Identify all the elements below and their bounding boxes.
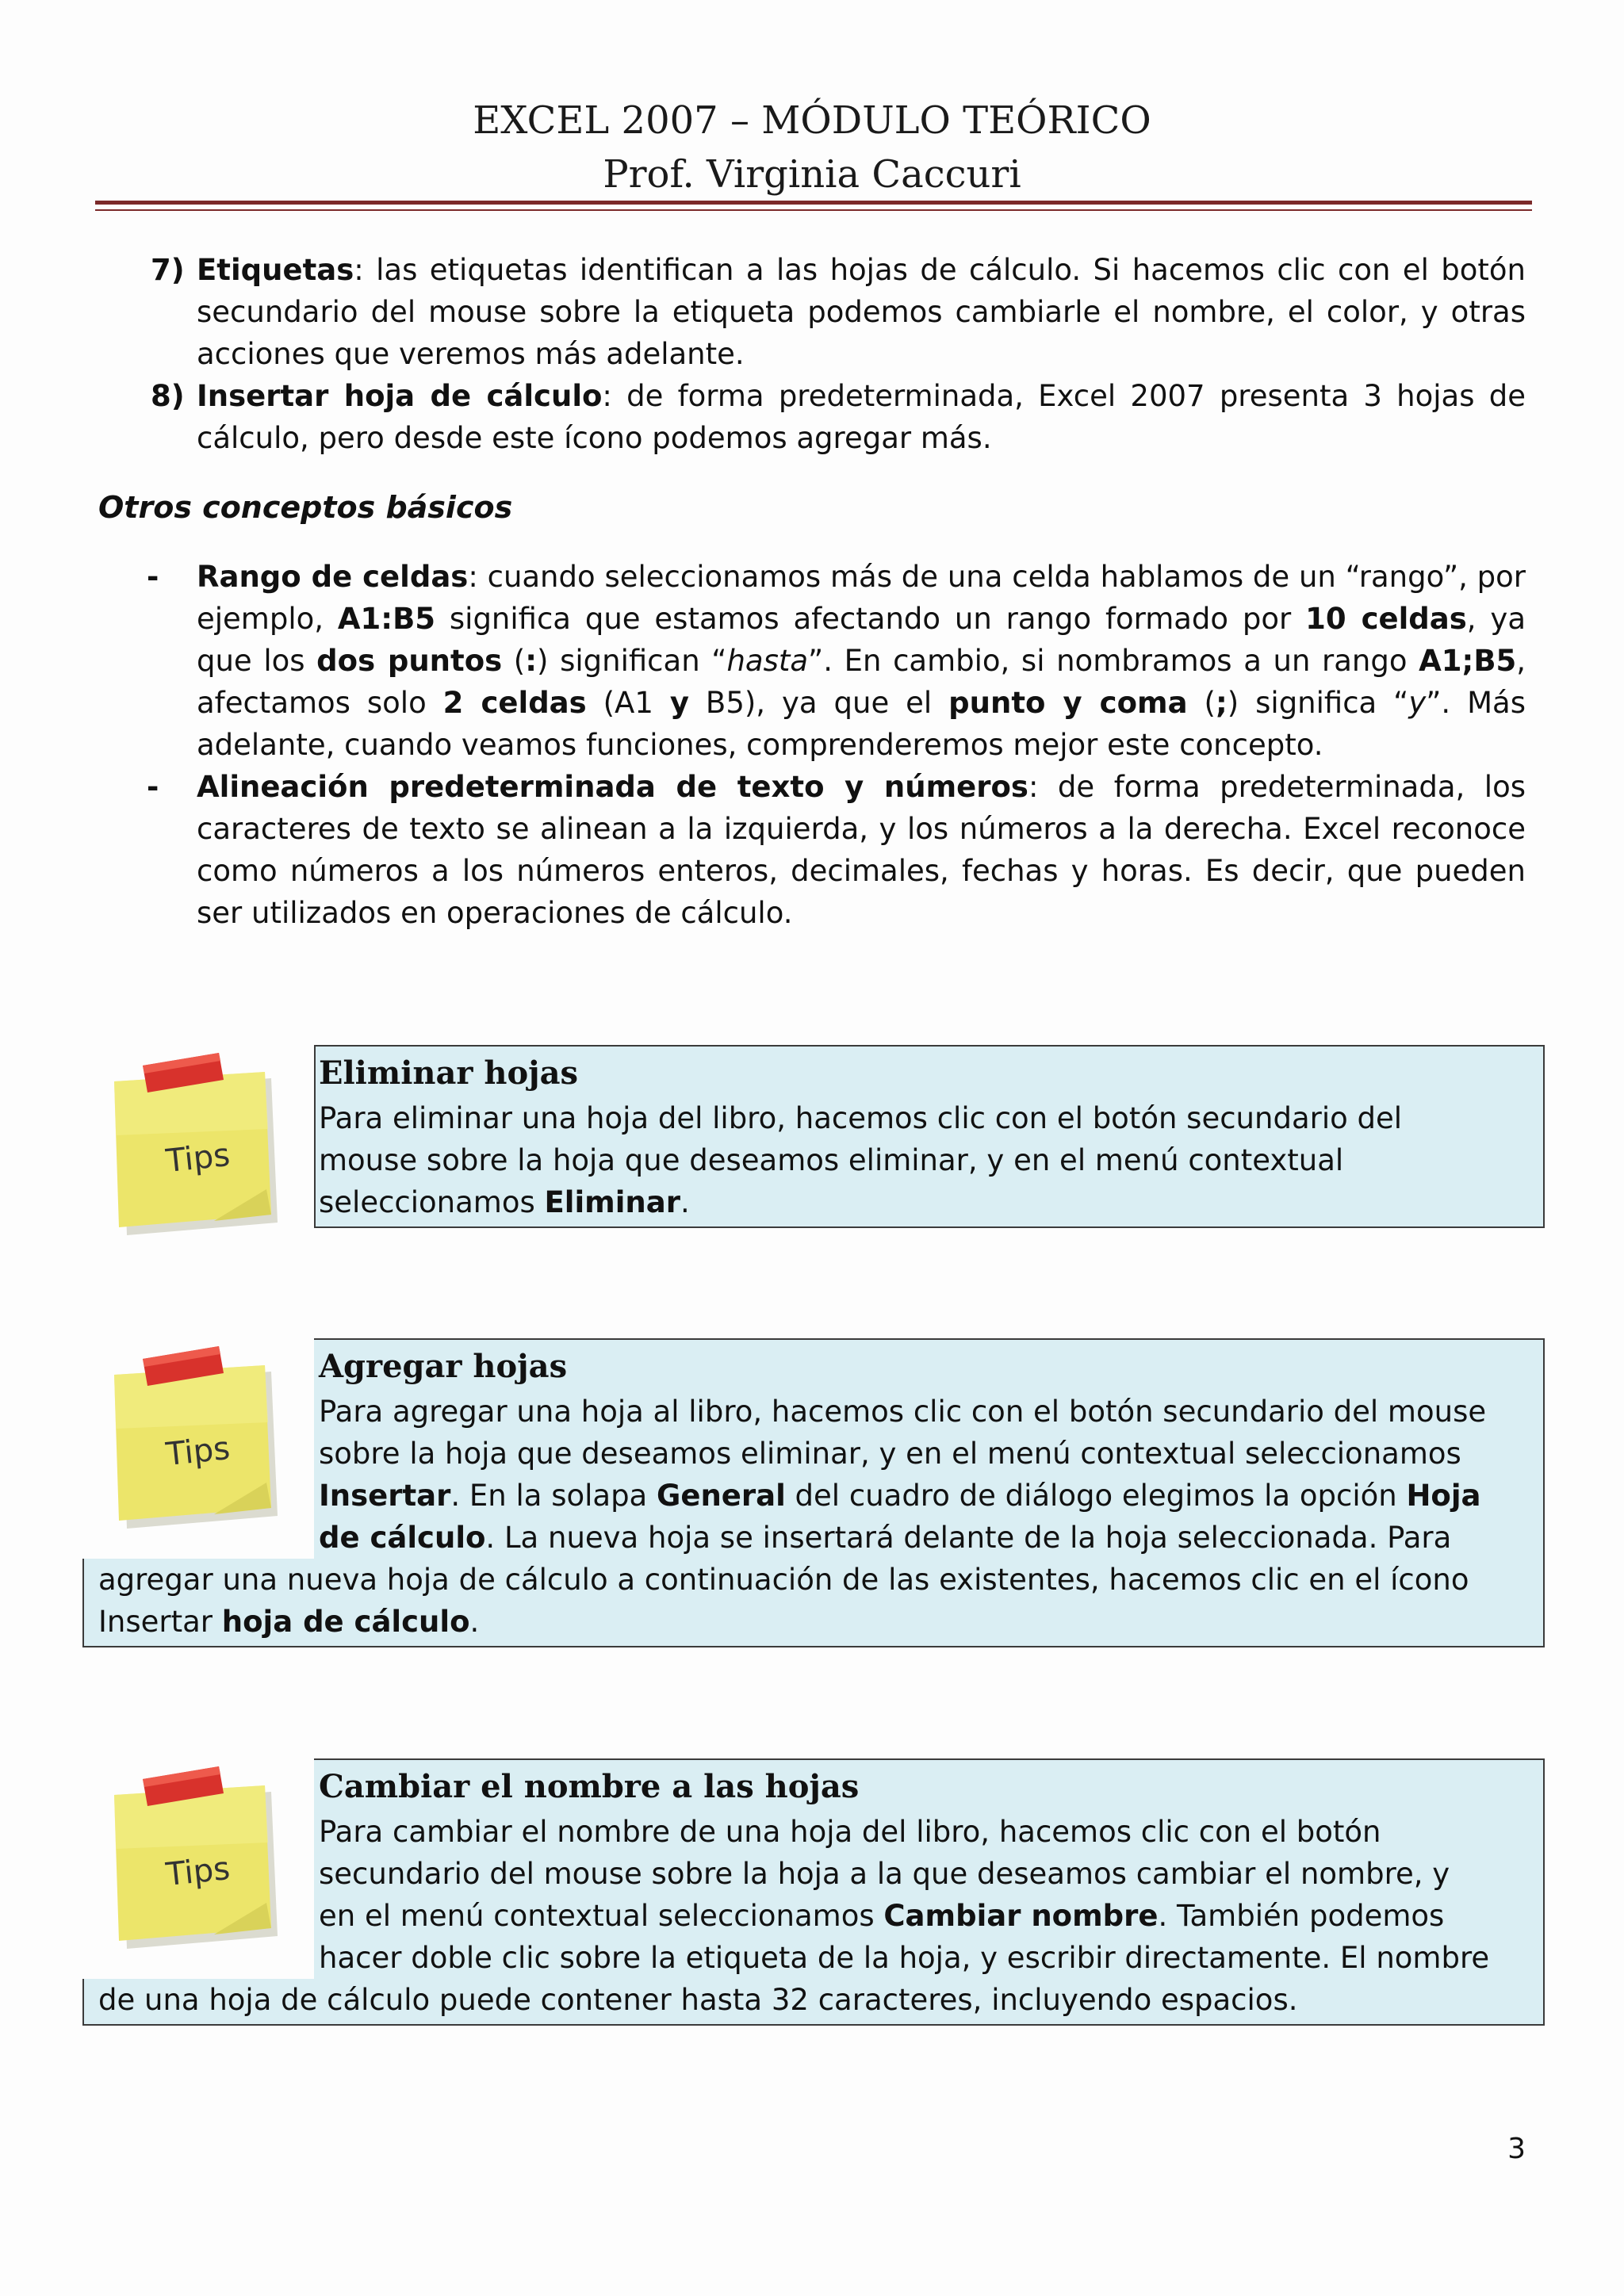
text-run: seleccionamos (319, 1185, 545, 1219)
text-run: de cálculo (319, 1521, 486, 1555)
item-text: : las etiquetas identifican a las hojas de cálculo. Si hacemos clic con el botón secundario del mouse sobre la etiqueta podemos cambiarle el nombre, el color, y otras acciones que veremos más adelante. (197, 253, 1526, 371)
item-text: : de forma predeterminada, Excel 2007 presenta 3 hojas de cálculo, pero desde este ícono podemos agregar más. (197, 379, 1526, 455)
text-run: : (525, 644, 538, 678)
item-number: 8) (151, 379, 185, 413)
tip-line: mouse sobre la hoja que deseamos eliminar, y en el menú contextual (319, 1143, 1344, 1177)
tip-line (319, 1517, 1451, 1559)
tips-label: Tips (164, 1429, 232, 1474)
tip-line: secundario del mouse sobre la hoja a la que deseamos cambiar el nombre, y (319, 1857, 1450, 1891)
text-run: , afectamos solo (197, 644, 1526, 720)
header-rule-thick (95, 201, 1532, 205)
text-run: Cambiar nombre (883, 1899, 1159, 1933)
text-run: A1:B5 (337, 602, 436, 636)
tips-label: Tips (164, 1136, 232, 1181)
item-number: 7) (151, 253, 185, 287)
list-item-alineacion (197, 766, 1526, 934)
tip-line: sobre la hoja que deseamos eliminar, y en el menú contextual seleccionamos (319, 1437, 1461, 1471)
text-run: , ya que los (197, 602, 1526, 678)
text-run: ; (1215, 686, 1228, 720)
list-marker: - (147, 560, 159, 594)
header-rule-thin (95, 209, 1532, 211)
text-run: significa que estamos afectando un rango formado por (435, 602, 1306, 636)
tip-title: Eliminar hojas (319, 1054, 579, 1092)
item-term: Insertar hoja de cálculo (197, 379, 603, 413)
text-run: 2 celdas (442, 686, 587, 720)
item-term: Rango de celdas (197, 560, 469, 594)
text-run: Eliminar (544, 1185, 680, 1219)
text-run: ( (1187, 686, 1216, 720)
text-run: hoja de cálculo (221, 1605, 470, 1639)
tips-label: Tips (164, 1850, 232, 1894)
tip-line: de una hoja de cálculo puede contener hasta 32 caracteres, incluyendo espacios. (98, 1983, 1298, 2017)
numbered-item-insertar-hoja (151, 375, 1526, 459)
text-run: ( (502, 644, 526, 678)
text-run: . En la solapa (450, 1479, 657, 1513)
text-run: . También podemos (1158, 1899, 1445, 1933)
text-run: ”. Más adelante, cuando veamos funciones, comprenderemos mejor este concepto. (197, 686, 1526, 762)
tip-line: agregar una nueva hoja de cálculo a continuación de las existentes, hacemos clic en el ícono (98, 1563, 1469, 1597)
tip-title: Cambiar el nombre a las hojas (319, 1768, 860, 1805)
item-text: : de forma predeterminada, los caracteres de texto se alinean a la izquierda, y los números a la derecha. Excel reconoce como números a los números enteros, decimales, fechas y horas. Es decir, que pueden ser utilizados en operaciones de cálculo. (197, 770, 1526, 930)
sticky-note-icon (95, 1747, 285, 1954)
section-title: Otros conceptos básicos (98, 490, 513, 525)
text-run: : cuando seleccionamos más de una celda hablamos de un “rango”, por ejemplo, (197, 560, 1526, 636)
text-run: ”. En cambio, si nombramos a un rango (808, 644, 1419, 678)
tip-line (98, 1601, 479, 1643)
text-run: punto y coma (948, 686, 1188, 720)
text-run: . (469, 1605, 480, 1639)
tip-title: Agregar hojas (319, 1348, 568, 1385)
text-run: . La nueva hoja se insertará delante de la hoja seleccionada. Para (485, 1521, 1452, 1555)
tip-line (319, 1895, 1444, 1937)
numbered-item-etiquetas (151, 249, 1526, 375)
text-run: ) significa “ (1227, 686, 1409, 720)
text-run: 10 celdas (1305, 602, 1467, 636)
item-term: Alineación predeterminada de texto y números (197, 770, 1028, 804)
sticky-note-icon (95, 1034, 285, 1240)
tip-line: Para eliminar una hoja del libro, hacemos clic con el botón secundario del (319, 1101, 1403, 1135)
tip-line: hacer doble clic sobre la etiqueta de la hoja, y escribir directamente. El nombre (319, 1941, 1490, 1975)
item-term: Etiquetas (197, 253, 354, 287)
text-run: Insertar (319, 1479, 451, 1513)
text-run: ) significan “ (537, 644, 727, 678)
list-item-rango (197, 556, 1526, 766)
document-title: EXCEL 2007 – MÓDULO TEÓRICO (473, 98, 1151, 143)
tip-line: Para agregar una hoja al libro, hacemos clic con el botón secundario del mouse (319, 1395, 1487, 1429)
tip-line (319, 1475, 1481, 1517)
text-run: hasta (726, 644, 809, 678)
text-run: Insertar (98, 1605, 222, 1639)
text-run: B5), ya que el (688, 686, 949, 720)
text-run: (A1 (586, 686, 670, 720)
text-run: A1;B5 (1419, 644, 1517, 678)
tip-line: Para cambiar el nombre de una hoja del libro, hacemos clic con el botón (319, 1815, 1381, 1849)
text-run: en el menú contextual seleccionamos (319, 1899, 884, 1933)
text-run: y (669, 686, 689, 720)
text-run: dos puntos (316, 644, 503, 678)
page-number: 3 (1507, 2133, 1526, 2165)
sticky-note-icon (95, 1327, 285, 1533)
text-run: Hoja (1406, 1479, 1481, 1513)
list-marker: - (147, 770, 159, 804)
text-run: General (657, 1479, 786, 1513)
tip-line (319, 1181, 690, 1223)
text-run: . (680, 1185, 690, 1219)
text-run: y (1408, 686, 1427, 720)
page-header (0, 94, 1624, 201)
text-run: del cuadro de diálogo elegimos la opción (785, 1479, 1407, 1513)
document-author: Prof. Virginia Caccuri (603, 152, 1021, 197)
